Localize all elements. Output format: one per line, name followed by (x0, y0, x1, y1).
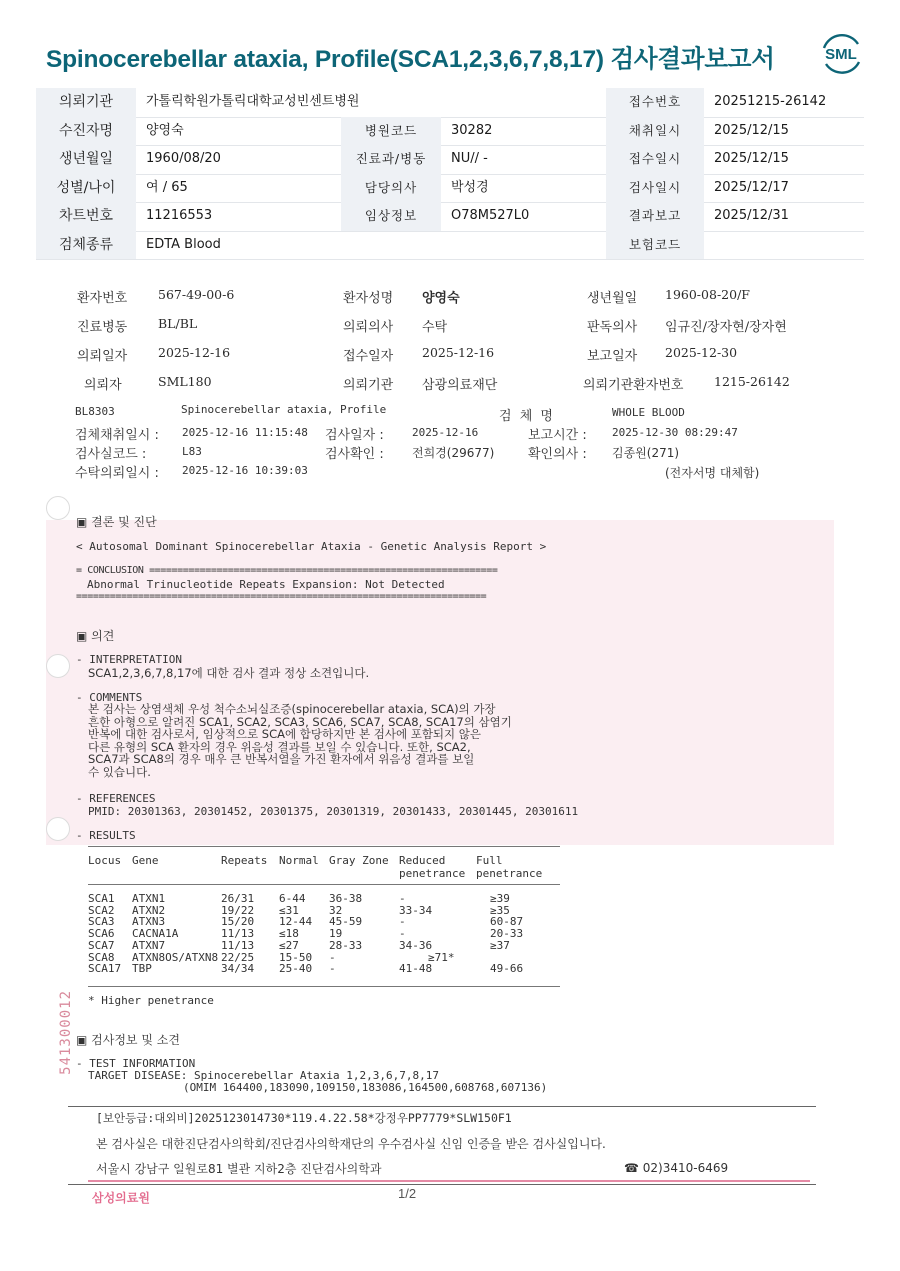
conclusion-header: = CONCLUSION ============================================================== (76, 565, 498, 576)
value-confirm-doctor: 김종원(271) (612, 446, 680, 460)
info-value: 20251215-26142 (714, 94, 827, 109)
results-column-header: Normal (279, 854, 319, 867)
value-ref-institution: 삼광의료재단 (422, 378, 498, 393)
test-info-header: - TEST INFORMATION (76, 1057, 196, 1070)
results-cell: 11/13 (221, 938, 255, 952)
results-column-header: Gray Zone (329, 854, 389, 867)
interpretation-text: SCA1,2,3,6,7,8,17에 대한 검사 결과 정상 소견입니다. (88, 666, 370, 680)
results-cell: ≥37 (490, 938, 510, 952)
results-rule-bottom (88, 986, 560, 987)
results-column-header: Gene (132, 854, 159, 867)
comment-line: 수 있습니다. (88, 764, 151, 779)
label-ref-institution: 의뢰기관 (343, 378, 394, 393)
info-value: 여 / 65 (146, 179, 188, 195)
results-cell: 32 (329, 903, 343, 917)
results-cell: 11/13 (221, 927, 255, 941)
page-number: 1/2 (398, 1186, 417, 1201)
conclusion-rule: ========================================================================= (76, 591, 487, 602)
label-requester: 의뢰자 (84, 378, 122, 393)
info-row (36, 117, 864, 147)
value-reading-doctor: 임규진/장자현/장자현 (665, 320, 787, 335)
info-label: 보험코드 (606, 231, 704, 260)
comments-header: - COMMENTS (76, 691, 143, 704)
results-cell: - (399, 915, 406, 929)
results-cell: 34/34 (221, 962, 255, 976)
results-cell: ATXN8OS/ATXN8 (132, 950, 219, 964)
references-text: PMID: 20301363, 20301452, 20301375, 20301319, 20301433, 20301445, 20301611 (88, 805, 579, 818)
info-value: 1960/08/20 (146, 151, 221, 166)
info-label: 담당의사 (341, 174, 441, 203)
results-cell: 26/31 (221, 892, 255, 905)
info-row (36, 145, 864, 175)
label-reading-doctor: 판독의사 (587, 320, 638, 335)
results-cell: 34-36 (399, 938, 433, 952)
conclusion-text: Abnormal Trinucleotide Repeats Expansion: Not Detected (87, 578, 445, 591)
info-value: 박성경 (451, 179, 489, 195)
results-cell: ≤18 (279, 927, 299, 941)
info-label: 검체종류 (36, 231, 136, 260)
results-cell: TBP (132, 962, 152, 976)
results-cell: ≥39 (490, 892, 510, 905)
value-confirm: 전희경(29677) (412, 446, 495, 460)
value-report-date: 2025-12-30 (665, 345, 738, 360)
value-receipt-date: 2025-12-16 (422, 345, 495, 360)
section-conclusion: ▣ 결론 및 진단 (76, 515, 157, 529)
results-cell: 6-44 (279, 892, 306, 905)
value-ref-date: 2025-12-16 (158, 345, 231, 360)
results-cell: CACNA1A (132, 927, 179, 941)
label-ward: 진료병동 (77, 320, 128, 335)
results-cell: 19/22 (221, 903, 255, 917)
results-cell: SCA8 (88, 950, 115, 964)
info-label: 성별/나이 (36, 174, 136, 203)
value-specimen: WHOLE BLOOD (612, 406, 685, 419)
results-cell: SCA7 (88, 938, 115, 952)
label-ref-doctor: 의뢰의사 (343, 320, 394, 335)
value-requester: SML180 (158, 374, 212, 389)
results-cell: SCA1 (88, 892, 115, 905)
info-value (704, 231, 714, 260)
value-institution-patient-no: 1215-26142 (714, 374, 790, 389)
info-value: 2025/12/15 (714, 122, 789, 138)
security-line: [보안등급:대외비]2025123014730*119.4.22.58*강정우PP7779*SLW150F1 (96, 1111, 512, 1125)
info-label: 수진자명 (36, 117, 136, 146)
results-cell: 22/25 (221, 950, 255, 964)
target-disease: TARGET DISEASE: Spinocerebellar Ataxia 1,2,3,6,7,8,17 (88, 1069, 439, 1082)
info-row (36, 174, 864, 204)
references-header: - REFERENCES (76, 792, 156, 805)
phone-text: ☎ 02)3410-6469 (624, 1161, 729, 1175)
results-cell: ATXN2 (132, 903, 166, 917)
certification-text: 본 검사실은 대한진단검사의학회/진단검사의학재단의 우수검사실 신임 인증을 받은 검사실입니다. (96, 1137, 606, 1151)
footer-rule (68, 1106, 816, 1107)
test-code: BL8303 (75, 405, 115, 418)
results-cell: SCA3 (88, 915, 115, 929)
info-value: EDTA Blood (146, 236, 221, 252)
punch-hole (46, 654, 70, 678)
label-collect: 검체채취일시 : (75, 428, 159, 443)
label-specimen: 검 체 명 (499, 409, 555, 424)
comment-line: 다른 유형의 SCA 환자의 경우 위음성 결과를 보일 수 있습니다. 또한, SCA2, (88, 739, 471, 754)
results-cell: - (399, 892, 406, 905)
info-value: 2025/12/31 (714, 208, 789, 223)
info-value: 2025/12/15 (714, 151, 789, 166)
info-label: 진료과/병동 (341, 145, 441, 174)
results-cell: 33-34 (399, 903, 433, 917)
results-footnote: * Higher penetrance (88, 994, 214, 1007)
results-cell: 25-40 (279, 962, 313, 976)
punch-hole (46, 817, 70, 841)
value-consign: 2025-12-16 10:39:03 (182, 464, 308, 477)
label-consign: 수탁의뢰일시 : (75, 466, 159, 481)
results-cell: ≥71* (428, 950, 455, 964)
results-cell: - (329, 950, 336, 964)
results-cell: SCA17 (88, 962, 122, 976)
results-table (88, 854, 568, 984)
punch-hole (46, 496, 70, 520)
results-cell: - (329, 962, 336, 976)
info-value: 가톨릭학원가톨릭대학교성빈센트병원 (146, 94, 360, 109)
label-receipt-date: 접수일자 (343, 349, 394, 364)
label-test-date: 검사일자 : (325, 428, 384, 443)
info-value: 11216553 (146, 208, 213, 223)
results-cell: 41-48 (399, 962, 433, 976)
report-title: Spinocerebellar ataxia, Profile(SCA1,2,3,6,7,8,17) 검사결과보고서 (46, 46, 775, 73)
results-column-header: Locus (88, 854, 122, 867)
info-value: 30282 (451, 122, 493, 138)
comment-line: SCA7과 SCA8의 경우 매우 큰 반복서열을 가진 환자에서 위음성 결과를 보일 (88, 752, 475, 767)
info-row (36, 202, 864, 232)
info-row (36, 231, 864, 261)
results-column-header: Full penetrance (476, 854, 543, 880)
label-ref-date: 의뢰일자 (77, 349, 128, 364)
label-patient-name: 환자성명 (343, 291, 394, 306)
results-column-header: Reduced penetrance (399, 854, 466, 880)
results-cell: 60-87 (490, 915, 524, 929)
address-text: 서울시 강남구 일원로81 별관 지하2층 진단검사의학과 (96, 1162, 382, 1176)
results-cell: 19 (329, 927, 343, 941)
info-value: NU// - (451, 151, 488, 166)
results-cell: ATXN1 (132, 892, 166, 905)
footer-rule-bottom (68, 1184, 816, 1185)
results-cell: 28-33 (329, 938, 363, 952)
results-cell: SCA6 (88, 927, 115, 941)
results-column-header: Repeats (221, 854, 268, 867)
comment-line: 본 검사는 상염색체 우성 척수소뇌실조증(spinocerebellar ataxia, SCA)의 가장 (88, 702, 496, 716)
results-header: - RESULTS (76, 829, 136, 842)
info-row (36, 88, 864, 118)
results-cell: 36-38 (329, 892, 363, 905)
info-label: 접수일시 (606, 145, 704, 174)
results-cell: 49-66 (490, 962, 524, 976)
hospital-name: 삼성의료원 (92, 1191, 150, 1205)
results-cell: ATXN3 (132, 915, 166, 929)
value-report-time: 2025-12-30 08:29:47 (612, 426, 738, 439)
interpretation-header: - INTERPRETATION (76, 653, 182, 666)
value-birth: 1960-08-20/F (665, 287, 750, 302)
footer-pink-rule (88, 1180, 810, 1182)
value-test-date: 2025-12-16 (412, 426, 479, 439)
info-label: 임상정보 (341, 202, 441, 231)
value-collect: 2025-12-16 11:15:48 (182, 426, 308, 439)
logo-text: SML (825, 46, 857, 63)
results-cell: ≤27 (279, 938, 299, 952)
esign-note: (전자서명 대체함) (665, 466, 760, 480)
label-confirm-doctor: 확인의사 : (528, 447, 587, 462)
info-label: 생년월일 (36, 145, 136, 174)
comment-line: 흔한 아형으로 알려진 SCA1, SCA2, SCA3, SCA6, SCA7, SCA8, SCA17의 삼염기 (88, 714, 512, 729)
section-opinion: ▣ 의견 (76, 629, 115, 643)
test-name: Spinocerebellar ataxia, Profile (181, 403, 387, 416)
info-label: 차트번호 (36, 202, 136, 231)
info-value: 2025/12/17 (714, 179, 789, 195)
results-cell: ≥35 (490, 903, 510, 917)
results-cell: - (399, 927, 406, 941)
results-cell: 20-33 (490, 927, 524, 941)
value-ward: BL/BL (158, 316, 198, 331)
info-label: 채취일시 (606, 117, 704, 146)
info-value: O78M527L0 (451, 208, 530, 223)
label-confirm: 검사확인 : (325, 447, 384, 462)
label-institution-patient-no: 의뢰기관환자번호 (583, 378, 684, 393)
section-test-info: ▣ 검사정보 및 소견 (76, 1033, 180, 1047)
value-lab-code: L83 (182, 445, 202, 458)
barcode-number: 541300012 (58, 990, 74, 1075)
comment-line: 반복에 대한 검사로서, 임상적으로 SCA에 합당하지만 본 검사에 포함되지 않은 (88, 727, 482, 742)
results-header-rule (88, 884, 560, 885)
info-label: 의뢰기관 (36, 88, 136, 117)
label-patient-no: 환자번호 (77, 291, 128, 306)
results-cell: 15-50 (279, 950, 313, 964)
results-cell: 15/20 (221, 915, 255, 929)
value-patient-name: 양영숙 (422, 291, 460, 306)
value-patient-no: 567-49-00-6 (158, 287, 235, 302)
analysis-report-title: < Autosomal Dominant Spinocerebellar Ataxia - Genetic Analysis Report > (76, 540, 547, 553)
results-cell: SCA2 (88, 903, 115, 917)
sml-logo (818, 32, 864, 76)
info-value: 양영숙 (146, 122, 184, 138)
label-lab-code: 검사실코드 : (75, 447, 147, 462)
results-cell: 45-59 (329, 915, 363, 929)
omim-list: (OMIM 164400,183090,109150,183086,164500,608768,607136) (183, 1081, 548, 1094)
label-report-time: 보고시간 : (528, 428, 587, 443)
label-report-date: 보고일자 (587, 349, 638, 364)
results-cell: ≤31 (279, 903, 299, 917)
info-label: 결과보고 (606, 202, 704, 231)
info-label: 검사일시 (606, 174, 704, 203)
comments-body (88, 703, 512, 779)
value-ref-doctor: 수탁 (422, 320, 448, 335)
results-cell: ATXN7 (132, 938, 166, 952)
results-cell: 12-44 (279, 915, 313, 929)
results-rule-top (88, 846, 560, 847)
label-birth: 생년월일 (587, 291, 638, 306)
info-label: 병원코드 (341, 117, 441, 146)
info-label: 접수번호 (606, 88, 704, 117)
